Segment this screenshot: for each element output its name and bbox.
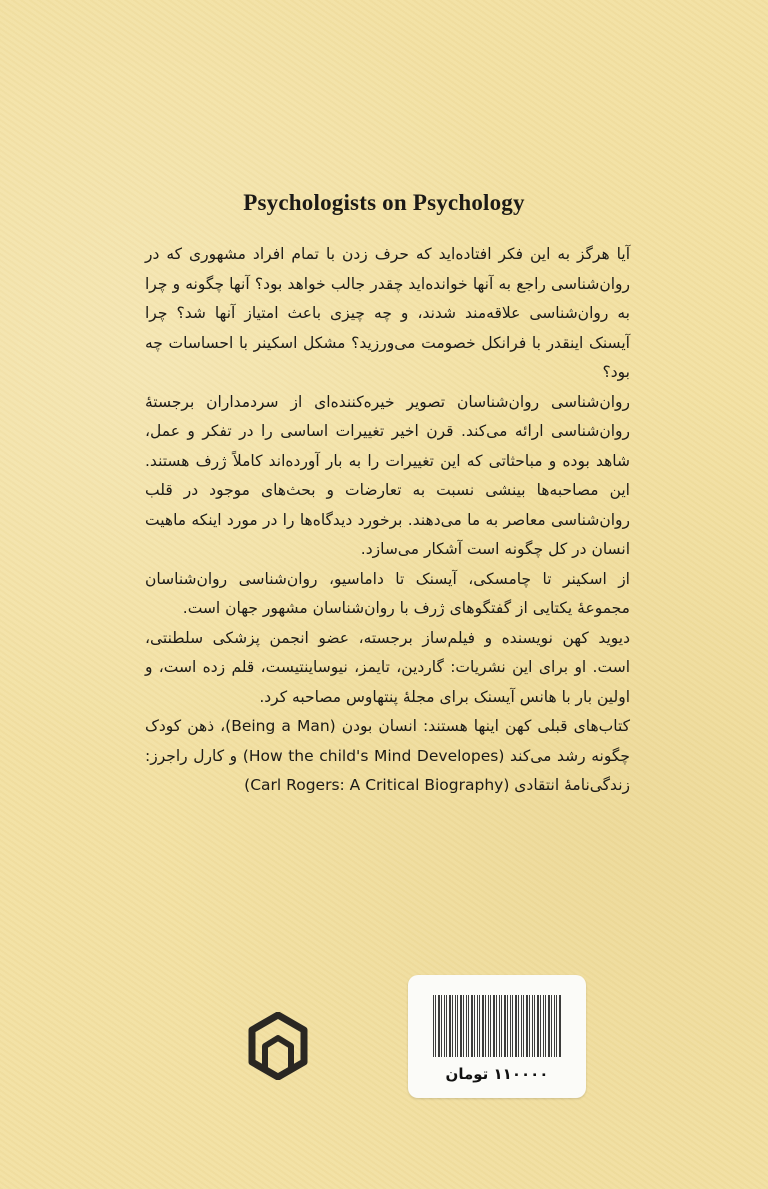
back-cover-text [145, 240, 630, 801]
price-label: ۱۱۰۰۰۰ تومان [445, 1065, 549, 1083]
barcode-icon [433, 995, 561, 1057]
paragraph-author-bio: دیوید کهن نویسنده و فیلم‌ساز برجسته، عضو انجمن پزشکی سلطنتی، است. او برای این نشریات: گاردین، تایمز، نیوساینتیست، قلم زده است، و اولین بار با هانس آیسنک برای مجلهٔ پنتهاوس مصاحبه کرد. [145, 628, 630, 706]
paragraph-previous-books: کتاب‌های قبلی کهن اینها هستند: انسان بودن (Being a Man)، ذهن کودک چگونه رشد می‌کند (How the child's Mind Developes) و کارل راجرز: زندگی‌نامهٔ انتقادی (Carl Rogers: A Critical Biography) [145, 717, 630, 794]
price-sticker [408, 975, 586, 1098]
book-title: Psychologists on Psychology [243, 190, 525, 215]
paragraph-intro: آیا هرگز به این فکر افتاده‌اید که حرف زدن با تمام افراد مشهوری که در روان‌شناسی راجع به آنها خوانده‌اید چقدر جالب خواهد بود؟ آنها چگونه و چرا به روان‌شناسی علاقه‌مند شدند، و چه چیزی باعث امتیاز آنها شد؟ چرا آیسنک اینقدر با فرانکل خصومت می‌ورزید؟ مشکل اسکینر با احساسات چه بود؟ [145, 245, 630, 381]
paragraph-description: روان‌شناسی روان‌شناسان تصویر خیره‌کننده‌ای از سردمداران برجستهٔ روان‌شناسی ارائه می‌کند. قرن اخیر تغییرات اساسی را در تفکر و عمل، شاهد بوده و مباحثاتی که این تغییرات را به بار آورده‌اند کاملاً ژرف هستند. این مصاحبه‌ها بینشی نسبت به تعارضات و بحث‌های موجود در قلب روان‌شناسی معاصر به ما می‌دهند. برخورد دیدگاه‌ها را در مورد اینکه ماهیت انسان در کل چگونه است آشکار می‌سازد. [145, 392, 630, 558]
paragraph-collection: از اسکینر تا چامسکی، آیسنک تا داماسیو، روان‌شناسی روان‌شناسان مجموعهٔ یکتایی از گفتگوهای ژرف با روان‌شناسان مشهور جهان است. [145, 569, 630, 617]
publisher-logo-icon [248, 1012, 308, 1080]
